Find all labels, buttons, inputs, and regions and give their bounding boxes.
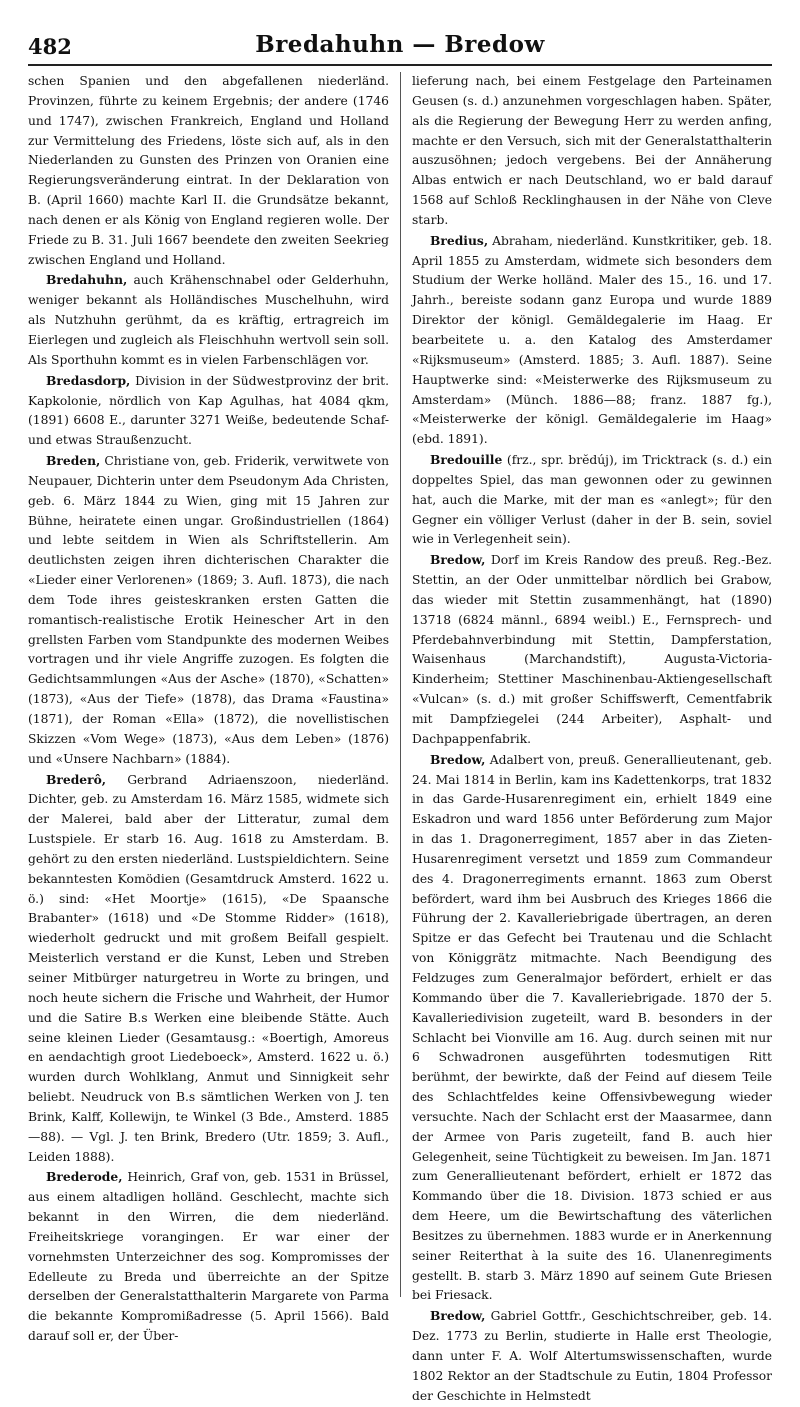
text-columns — [28, 72, 772, 1403]
dictionary-entry — [412, 550, 772, 749]
page-header — [28, 30, 772, 66]
dictionary-entry — [28, 451, 389, 770]
entry-headword: Bredouille — [430, 452, 503, 468]
entry-text: Division in der Südwestprovinz der brit. Kapkolonie, nördlich von Kap Agulhas, hat 4084 qkm, (1891) 6608 E., darunter 3271 Weiße, bedeutende Schaf- und etwas Straußenzucht. — [28, 373, 389, 448]
entry-text: Adalbert von, preuß. Generallieutenant, geb. 24. Mai 1814 in Berlin, kam ins Kadettenkorps, trat 1832 in das Garde-Husarenregiment ein, erhielt 1849 eine Eskadron und ward 1856 unter Beförderung zum Major in das 1. Dragonerregiment, 1857 aber in das Zieten-Husarenregiment versetzt und 1859 zum Commandeur des 4. Dragonerregiments ernannt. 1863 zum Oberst befördert, ward ihm bei Ausbruch des Krieges 1866 die Führung der 2. Kavalleriebrigade übertragen, an deren Spitze er das Gefecht bei Trautenau und die Schlacht von Königgrätz mitmachte. Nach Beendigung des Feldzuges zum Generalmajor befördert, erhielt er das Kommando über die 7. Kavalleriebrigade. 1870 der 5. Kavalleriedivision zugeteilt, ward B. besonders in der Schlacht bei Vionville am 16. Aug. durch seinen mit nur 6 Schwadronen ausgeführten todesmutigen Ritt berühmt, der bewirkte, daß der Feind auf diesem Teile des Schlachtfeldes keine Offensivbewegung wieder versuchte. Nach der Schlacht erst der Maasarmee, dann der Armee von Paris zugeteilt, fand B. auch hier Gelegenheit, seine Tüchtigkeit zu beweisen. Im Jan. 1871 zum Generallieutenant befördert, erhielt er 1872 das Kommando über die 18. Division. 1873 schied er aus dem Heere, um die Bewirtschaftung des väterlichen Besitzes zu übernehmen. 1883 wurde er in Anerkennung seiner Reiterthat à la suite des 16. Ulanenregiments gestellt. B. starb 3. März 1890 auf seinem Gute Briesen bei Friesack. — [412, 752, 772, 1303]
entry-headword: Brederô, — [46, 771, 107, 787]
dictionary-entry — [412, 231, 772, 450]
continued-paragraph — [412, 72, 772, 231]
page-number: 482 — [28, 34, 72, 59]
dictionary-entry — [28, 1167, 389, 1347]
left-column — [28, 72, 400, 1344]
dictionary-entry — [412, 1306, 772, 1406]
entry-text: Abraham, niederländ. Kunstkritiker, geb. 18. April 1855 zu Amsterdam, widmete sich besonders dem Studium der Werke holländ. Maler des 15., 16. und 17. Jahrh., bereiste sodann ganz Europa und wurde 1889 Direktor der königl. Gemäldegalerie im Haag. Er bearbeitete u. a. den Katalog des Amsterdamer «Rijksmuseum» (Amsterd. 1885; 3. Aufl. 1887). Seine Hauptwerke sind: «Meisterwerke des Rijksmuseum zu Amsterdam» (Münch. 1886—88; franz. 1887 fg.), «Meisterwerke der königl. Gemäldegalerie im Haag» (ebd. 1891). — [412, 233, 772, 447]
entry-headword: Breden, — [46, 453, 101, 469]
entry-text: Gabriel Gottfr., Geschichtschreiber, geb. 14. Dez. 1773 zu Berlin, studierte in Halle erst Theologie, dann unter F. A. Wolf Altertumswissenschaften, wurde 1802 Rektor an der Stadtschule zu Eutin, 1804 Professor der Geschichte in Helmstedt — [412, 1309, 772, 1403]
entry-text: Heinrich, Graf von, geb. 1531 in Brüssel, aus einem altadligen holländ. Geschlecht, machte sich bekannt in den Wirren, die dem niederländ. Freiheitskriege vorangingen. Er war einer der vornehmsten Unterzeichner des sog. Kompromisses der Edelleute zu Breda und überreichte an der Spitze derselben der Generalstatthalterin Margarete von Parma die bekannte Kompromißadresse (5. April 1566). Bald darauf soll er, der Über- — [28, 1170, 389, 1344]
entry-text: schen Spanien und den abgefallenen niederländ. Provinzen, führte zu keinem Ergebnis; der andere (1746 und 1747), zwischen Frankreich, England und Holland zur Vermittelung des Friedens, löste sich auf, als in den Niederlanden zu Gunsten des Prinzen von Oranien eine Regierungsveränderung eintrat. In der Deklaration von B. (April 1660) machte Karl II. die Grundsätze bekannt, nach denen er als König von England regieren wolle. Der Friede zu B. 31. Juli 1667 beendete den zweiten Seekrieg zwischen England und Holland. — [28, 74, 389, 267]
entry-text: (frz., spr. brĕdúj), im Tricktrack (s. d.) ein doppeltes Spiel, das man gewonnen oder zu gewinnen hat, auch die Marke, mit der man es «anlegt»; für den Gegner ein völliger Verlust (daher in der B. sein, soviel wie in Verlegenheit sein). — [412, 453, 772, 547]
entry-headword: Bredasdorp, — [46, 372, 131, 388]
entry-headword: Brederode, — [46, 1169, 123, 1185]
entry-headword: Bredius, — [430, 232, 489, 248]
running-head: Bredahuhn — Bredow — [255, 31, 545, 58]
dictionary-entry — [28, 371, 389, 451]
right-column — [400, 72, 772, 1403]
entry-text: auch Krähenschnabel oder Gelderhuhn, weniger bekannt als Holländisches Muschelhuhn, wird als Nutzhuhn gerühmt, da es kräftig, ertragreich im Eierlegen und zugleich als Fleischhuhn wertvoll sein soll. Als Sporthuhn kommt es in vielen Farbenschlägen vor. — [28, 273, 389, 367]
dictionary-entry — [412, 750, 772, 1307]
entry-headword: Bredow, — [430, 552, 486, 568]
dictionary-entry — [28, 770, 389, 1168]
entry-headword: Bredow, — [430, 751, 486, 767]
entry-text: Gerbrand Adriaenszoon, niederländ. Dichter, geb. zu Amsterdam 16. März 1585, widmete sich der Malerei, bald aber der Litteratur, zumal dem Lustspiele. Er starb 16. Aug. 1618 zu Amsterdam. B. gehört zu den ersten niederländ. Lustspieldichtern. Seine bekanntesten Komödien (Gesamtdruck Amsterd. 1622 u. ö.) sind: «Het Moortje» (1615), «De Spaansche Brabanter» (1618) und «De Stomme Ridder» (1618), wiederholt gedruckt und mit großem Beifall gespielt. Meisterlich verstand er die Kunst, Leben und Streben seiner Mitbürger naturgetreu in Worte zu bringen, und noch heute sichern die Frische und Wahrheit, der Humor und die Satire B.s Werken eine bleibende Stätte. Auch seine kleinen Lieder (Gesamtausg.: «Boertigh, Amoreus en aendachtigh groot Liedeboeck», Amsterd. 1622 u. ö.) wurden durch Wohlklang, Anmut und Sinnigkeit sehr beliebt. Neudruck von B.s sämtlichen Werken von J. ten Brink, Kalff, Kollewijn, te Winkel (3 Bde., Amsterd. 1885 —88). — Vgl. J. ten Brink, Bredero (Utr. 1859; 3. Aufl., Leiden 1888). — [28, 772, 389, 1164]
entry-headword: Bredow, — [430, 1308, 486, 1324]
continued-paragraph — [28, 72, 389, 270]
dictionary-entry — [412, 450, 772, 550]
entry-text: Dorf im Kreis Randow des preuß. Reg.-Bez. Stettin, an der Oder unmittelbar nördlich bei Grabow, das wieder mit Stettin zusammenhängt, hat (1890) 13718 (6824 männl., 6894 weibl.) E., Fernsprech- und Pferdebahnverbindung mit Stettin, Dampferstation, Waisenhaus (Marchandstift), Augusta-Victoria-Kinderheim; Stettiner Maschinenbau-Aktiengesellschaft «Vulcan» (s. d.) mit großer Schiffswerft, Cementfabrik mit Dampfziegelei (244 Arbeiter), Asphalt- und Dachpappenfabrik. — [412, 553, 772, 746]
dictionary-entry — [28, 270, 389, 370]
entry-headword: Bredahuhn, — [46, 272, 128, 288]
entry-text: Christiane von, geb. Friderik, verwitwete von Neupauer, Dichterin unter dem Pseudonym Ada Christen, geb. 6. März 1844 zu Wien, ging mit 15 Jahren zur Bühne, heiratete einen ungar. Großindustriellen (1864) und lebte seitdem in Wien als Schriftstellerin. Am deutlichsten zeigen ihren dichterischen Charakter die «Lieder einer Verlorenen» (1869; 3. Aufl. 1873), die nach dem Tode ihres geisteskranken ersten Gatten die romantisch-realistische Erotik Heinescher Art in den grellsten Farben vom Standpunkte des modernen Weibes vortragen und ihr viele Angriffe zuzogen. Es folgten die Gedichtsammlungen «Aus der Asche» (1870), «Schatten» (1873), «Aus der Tiefe» (1878), das Drama «Faustina» (1871), der Roman «Ella» (1872), die novellistischen Skizzen «Vom Wege» (1873), «Aus dem Leben» (1876) und «Unsere Nachbarn» (1884). — [28, 454, 389, 766]
entry-text: lieferung nach, bei einem Festgelage den Parteinamen Geusen (s. d.) anzunehmen vorgeschlagen haben. Später, als die Regierung der Bewegung Herr zu werden anfing, machte er den Versuch, sich mit der Generalstatthalterin auszusöhnen; jedoch vergebens. Bei der Annäherung Albas entwich er nach Deutschland, wo er bald darauf 1568 auf Schloß Recklinghausen in der Nähe von Cleve starb. — [412, 74, 772, 227]
